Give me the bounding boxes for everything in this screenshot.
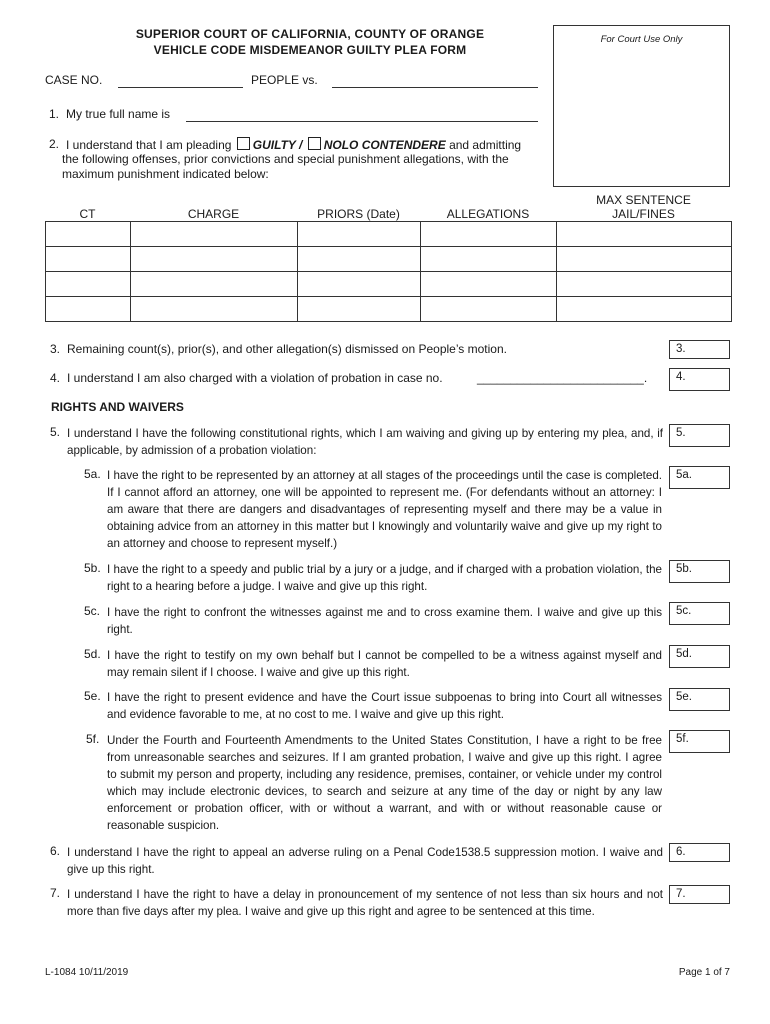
item5c-text: I have the right to confront the witnesses against me and to cross examine them. I waive and give up this right.	[107, 606, 662, 636]
cell-charge[interactable]	[131, 247, 298, 272]
form-title: VEHICLE CODE MISDEMEANOR GUILTY PLEA FORM	[153, 43, 467, 57]
probation-case-field[interactable]: _________________________.	[477, 371, 648, 385]
cell-charge[interactable]	[131, 272, 298, 297]
people-label: PEOPLE vs.	[251, 73, 318, 87]
cell-allegations[interactable]	[421, 297, 557, 322]
item5a-num: 5a.	[84, 467, 101, 481]
cell-ct[interactable]	[46, 247, 131, 272]
item5a-initial-box[interactable]: 5a.	[669, 466, 730, 489]
item5-text: I understand I have the following constitutional rights, which I am waiving and giving up by entering my plea, and, if applicable, by admission of a probation violation:	[67, 427, 663, 457]
item5b-initial-box[interactable]: 5b.	[669, 560, 730, 583]
cell-ct[interactable]	[46, 222, 131, 247]
cell-allegations[interactable]	[421, 222, 557, 247]
item2-line3: maximum punishment indicated below:	[62, 167, 269, 181]
item5e-initial-box[interactable]: 5e.	[669, 688, 730, 711]
cell-charge[interactable]	[131, 222, 298, 247]
item5f-num: 5f.	[86, 732, 100, 746]
guilty-label: GUILTY /	[252, 138, 303, 152]
item4-num: 4.	[50, 371, 61, 385]
item4-text: I understand I am also charged with a violation of probation in case no.	[67, 371, 443, 385]
item1-num: 1.	[49, 107, 60, 121]
cell-allegations[interactable]	[421, 272, 557, 297]
cell-max-sentence[interactable]	[557, 247, 732, 272]
item1-text: My true full name is	[66, 107, 171, 121]
item3-text: Remaining count(s), prior(s), and other allegation(s) dismissed on People’s motion.	[67, 342, 507, 356]
guilty-checkbox[interactable]	[237, 137, 250, 150]
item5e-num: 5e.	[84, 689, 101, 703]
item2-line1	[66, 137, 521, 152]
cell-allegations[interactable]	[421, 247, 557, 272]
item5a-text: I have the right to be represented by an attorney at all stages of the proceedings until the case is completed. If I cannot afford an attorney, one will be appointed to represent me. (For defendants without an attorney: I am aware that there are dangers and disadvantages of representing myself and there may be a value in obtaining advice from an attorney in this matter but I knowingly and voluntarily waive and give up my right to an attorney and choose to represent myself.)	[107, 469, 662, 550]
item2-num: 2.	[49, 137, 60, 151]
charges-table	[45, 221, 732, 322]
table-row	[46, 297, 732, 322]
case-no-field[interactable]	[118, 73, 243, 88]
people-field[interactable]	[332, 73, 538, 88]
col-max-sentence	[556, 193, 731, 221]
item3-num: 3.	[50, 342, 61, 356]
item5c-initial-box[interactable]: 5c.	[669, 602, 730, 625]
cell-priors[interactable]	[298, 222, 421, 247]
item5f-text: Under the Fourth and Fourteenth Amendments to the United States Constitution, I have a right to be free from unreasonable searches and seizures. If I am granted probation, I waive and give up this right. I agree to submit my person and property, including any residence, premises, container, or vehicle under my control which may include electronic devices, to search and seizure at any time of the day or night by any law enforcement or probation officer, with or without a warrant, and with or without reasonable cause or reasonable suspicion.	[107, 734, 662, 832]
item7-text: I understand I have the right to have a delay in pronouncement of my sentence of not less than six hours and not more than five days after my plea. I waive and give up this right and agree to be sentenced at this time.	[67, 888, 663, 918]
cell-priors[interactable]	[298, 297, 421, 322]
page-number: Page 1 of 7	[678, 967, 730, 978]
table-row	[46, 222, 732, 247]
item2-after: and admitting	[449, 138, 522, 152]
col-max-sentence-line1: MAX SENTENCE	[596, 193, 691, 207]
item5d-text: I have the right to testify on my own behalf but I cannot be compelled to be a witness against myself and may remain silent if I choose. I waive and give up this right.	[107, 649, 662, 679]
item6-text: I understand I have the right to appeal an adverse ruling on a Penal Code1538.5 suppression motion. I waive and give up this right.	[67, 846, 663, 876]
cell-charge[interactable]	[131, 297, 298, 322]
court-use-box	[553, 25, 730, 187]
item5b-num: 5b.	[84, 561, 101, 575]
item5b-text: I have the right to a speedy and public trial by a jury or a judge, and if charged with a probation violation, the right to a hearing before a judge. I waive and give up this right.	[107, 563, 662, 593]
form-id: L-1084 10/11/2019	[45, 967, 129, 978]
item5-initial-box[interactable]: 5.	[669, 424, 730, 447]
col-ct: CT	[79, 207, 96, 221]
col-charge: CHARGE	[187, 207, 240, 221]
item7-initial-box[interactable]: 7.	[669, 885, 730, 904]
cell-ct[interactable]	[46, 272, 131, 297]
col-allegations: ALLEGATIONS	[446, 207, 530, 221]
item2-line2: the following offenses, prior convictions and special punishment allegations, with the	[62, 152, 509, 166]
item7-num: 7.	[50, 886, 61, 900]
item6-initial-box[interactable]: 6.	[669, 843, 730, 862]
item5-num: 5.	[50, 425, 61, 439]
col-max-sentence-line2: JAIL/FINES	[612, 207, 675, 221]
item5d-initial-box[interactable]: 5d.	[669, 645, 730, 668]
cell-ct[interactable]	[46, 297, 131, 322]
item5f-initial-box[interactable]: 5f.	[669, 730, 730, 753]
item6-num: 6.	[50, 844, 61, 858]
cell-priors[interactable]	[298, 247, 421, 272]
cell-max-sentence[interactable]	[557, 297, 732, 322]
item5d-num: 5d.	[84, 647, 101, 661]
cell-priors[interactable]	[298, 272, 421, 297]
nolo-checkbox[interactable]	[308, 137, 321, 150]
item5e-text: I have the right to present evidence and have the Court issue subpoenas to bring into Court all witnesses and evidence favorable to me, at no cost to me. I waive and give up this right.	[107, 691, 662, 721]
court-name: SUPERIOR COURT OF CALIFORNIA, COUNTY OF ORANGE	[135, 27, 485, 41]
table-row	[46, 272, 732, 297]
rights-heading: RIGHTS AND WAIVERS	[51, 400, 184, 414]
cell-max-sentence[interactable]	[557, 272, 732, 297]
item5c-num: 5c.	[84, 604, 101, 618]
col-priors: PRIORS (Date)	[317, 207, 400, 221]
case-no-label: CASE NO.	[45, 73, 103, 87]
cell-max-sentence[interactable]	[557, 222, 732, 247]
item3-initial-box[interactable]: 3.	[669, 340, 730, 359]
full-name-field[interactable]	[186, 107, 538, 122]
court-use-label: For Court Use Only	[600, 34, 683, 45]
item2-lead: I understand that I am pleading	[66, 138, 232, 152]
nolo-label: NOLO CONTENDERE	[323, 138, 446, 152]
table-row	[46, 247, 732, 272]
item4-initial-box[interactable]: 4.	[669, 368, 730, 391]
